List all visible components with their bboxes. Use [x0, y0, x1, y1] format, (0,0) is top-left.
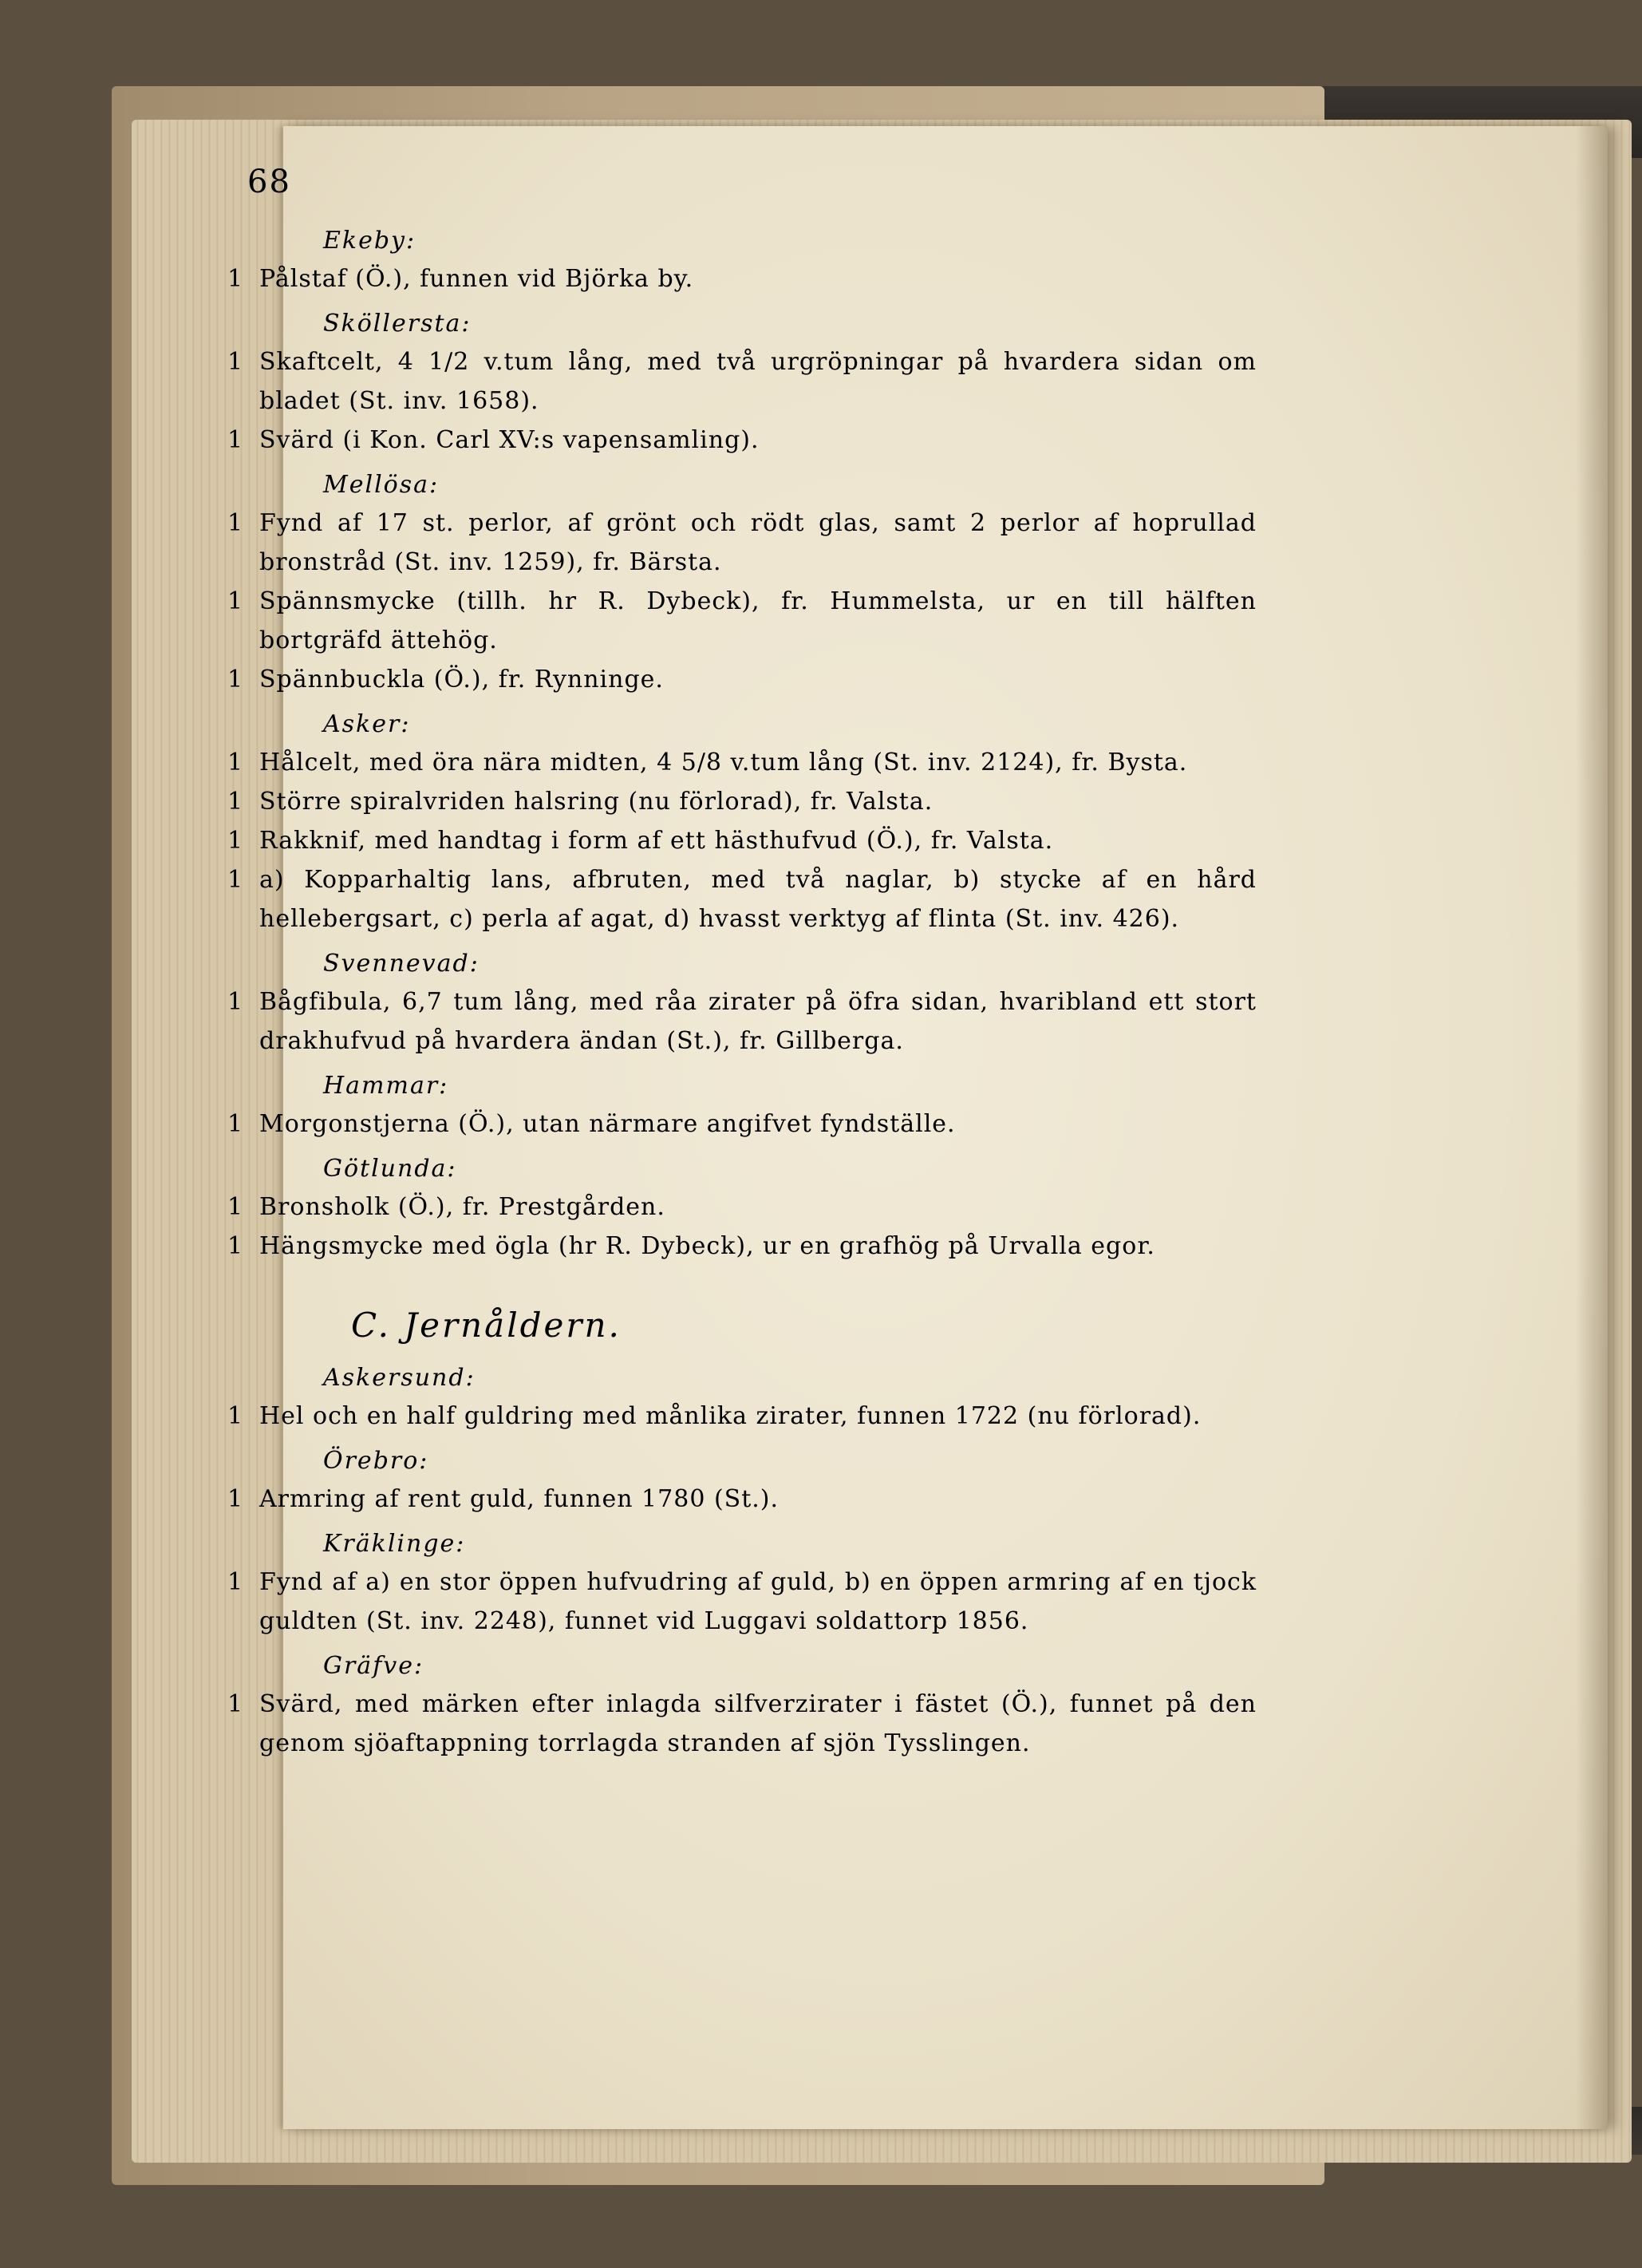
place-heading: Gräfve: — [323, 1652, 424, 1680]
entry-text: Morgonstjerna (Ö.), utan närmare angifvet fyndställe. — [259, 1110, 956, 1138]
catalogue-entry — [227, 1104, 1257, 1144]
catalogue-entry — [227, 1227, 1257, 1266]
place-heading: Ekeby: — [323, 227, 416, 255]
entry-count: 1 — [227, 1690, 244, 1718]
catalogue-entry — [227, 1563, 1257, 1641]
entry-text: Bågfibula, 6,7 tum lång, med råa zirater på öfra sidan, hvaribland ett stort drakhufvud på hvardera ändan (St.), fr. Gillberga. — [259, 988, 1257, 1055]
entry-count: 1 — [227, 749, 244, 776]
entry-text: Skaftcelt, 4 1/2 v.tum lång, med två urgröpningar på hvardera sidan om bladet (St. inv. 1658). — [259, 348, 1257, 415]
catalogue-entry — [227, 860, 1257, 938]
catalogue-entry — [227, 259, 1257, 298]
entry-text: Fynd af a) en stor öppen hufvudring af guld, b) en öppen armring af en tjock guldten (St. inv. 2248), funnet vid Luggavi soldattorp 1856. — [259, 1568, 1257, 1635]
place-heading: Asker: — [323, 710, 411, 738]
entry-count: 1 — [227, 1232, 244, 1260]
place-heading: Örebro: — [323, 1447, 429, 1475]
catalogue-entry — [227, 821, 1257, 860]
catalogue-entry — [227, 1187, 1257, 1227]
place-heading: Kräklinge: — [323, 1530, 466, 1558]
entry-text: Hålcelt, med öra nära midten, 4 5/8 v.tum lång (St. inv. 2124), fr. Bysta. — [259, 749, 1188, 776]
page-number: 68 — [247, 164, 291, 200]
entry-count: 1 — [227, 1193, 244, 1221]
entry-text: a) Kopparhaltig lans, afbruten, med två naglar, b) stycke af en hård hellebergsart, c) perla af agat, d) hvasst verktyg af flinta (St. inv. 426). — [259, 866, 1257, 933]
place-heading: Svennevad: — [323, 950, 480, 978]
catalogue-entry — [227, 782, 1257, 821]
entry-count: 1 — [227, 1485, 244, 1513]
catalogue-text — [227, 215, 1257, 1763]
entry-count: 1 — [227, 1110, 244, 1138]
catalogue-group-bronze — [227, 227, 1257, 1266]
entry-text: Svärd (i Kon. Carl XV:s vapensamling). — [259, 426, 760, 454]
place-heading: Sköllersta: — [323, 310, 472, 338]
entry-text: Rakknif, med handtag i form af ett hästhufvud (Ö.), fr. Valsta. — [259, 827, 1054, 855]
entry-text: Hängsmycke med ögla (hr R. Dybeck), ur en grafhög på Urvalla egor. — [259, 1232, 1155, 1260]
entry-count: 1 — [227, 1568, 244, 1596]
place-heading: Götlunda: — [323, 1155, 457, 1183]
entry-text: Spännbuckla (Ö.), fr. Rynninge. — [259, 666, 664, 693]
entry-count: 1 — [227, 348, 244, 376]
section-title: C. Jernåldern. — [351, 1306, 622, 1345]
entry-text: Armring af rent guld, funnen 1780 (St.). — [259, 1485, 780, 1513]
entry-count: 1 — [227, 666, 244, 693]
entry-count: 1 — [227, 426, 244, 454]
catalogue-entry — [227, 660, 1257, 699]
entry-text: Pålstaf (Ö.), funnen vid Björka by. — [259, 265, 694, 293]
catalogue-entry — [227, 421, 1257, 460]
entry-text: Svärd, med märken efter inlagda silfverzirater i fästet (Ö.), funnet på den genom sjöaftappning torrlagda stranden af sjön Tysslingen. — [259, 1690, 1257, 1757]
entry-text: Hel och en half guldring med månlika zirater, funnen 1722 (nu förlorad). — [259, 1402, 1202, 1430]
catalogue-entry — [227, 743, 1257, 782]
catalogue-entry — [227, 342, 1257, 421]
catalogue-entry — [227, 1685, 1257, 1763]
entry-text: Fynd af 17 st. perlor, af grönt och rödt glas, samt 2 perlor af hoprullad bronstråd (St. inv. 1259), fr. Bärsta. — [259, 509, 1257, 576]
place-heading: Askersund: — [323, 1364, 476, 1392]
entry-count: 1 — [227, 788, 244, 816]
catalogue-entry — [227, 1480, 1257, 1519]
catalogue-entry — [227, 982, 1257, 1061]
entry-text: Spännsmycke (tillh. hr R. Dybeck), fr. Hummelsta, ur en till hälften bortgräfd ättehög. — [259, 587, 1257, 654]
page-gutter-shadow — [1576, 126, 1608, 2129]
entry-text: Bronsholk (Ö.), fr. Prestgården. — [259, 1193, 665, 1221]
entry-count: 1 — [227, 587, 244, 615]
entry-count: 1 — [227, 866, 244, 894]
entry-count: 1 — [227, 827, 244, 855]
catalogue-entry — [227, 1397, 1257, 1436]
entry-count: 1 — [227, 988, 244, 1016]
catalogue-entry — [227, 504, 1257, 582]
catalogue-group-iron — [227, 1364, 1257, 1763]
entry-text: Större spiralvriden halsring (nu förlorad), fr. Valsta. — [259, 788, 933, 816]
entry-count: 1 — [227, 265, 244, 293]
entry-count: 1 — [227, 509, 244, 537]
place-heading: Mellösa: — [323, 471, 440, 499]
catalogue-entry — [227, 582, 1257, 660]
entry-count: 1 — [227, 1402, 244, 1430]
place-heading: Hammar: — [323, 1072, 449, 1100]
